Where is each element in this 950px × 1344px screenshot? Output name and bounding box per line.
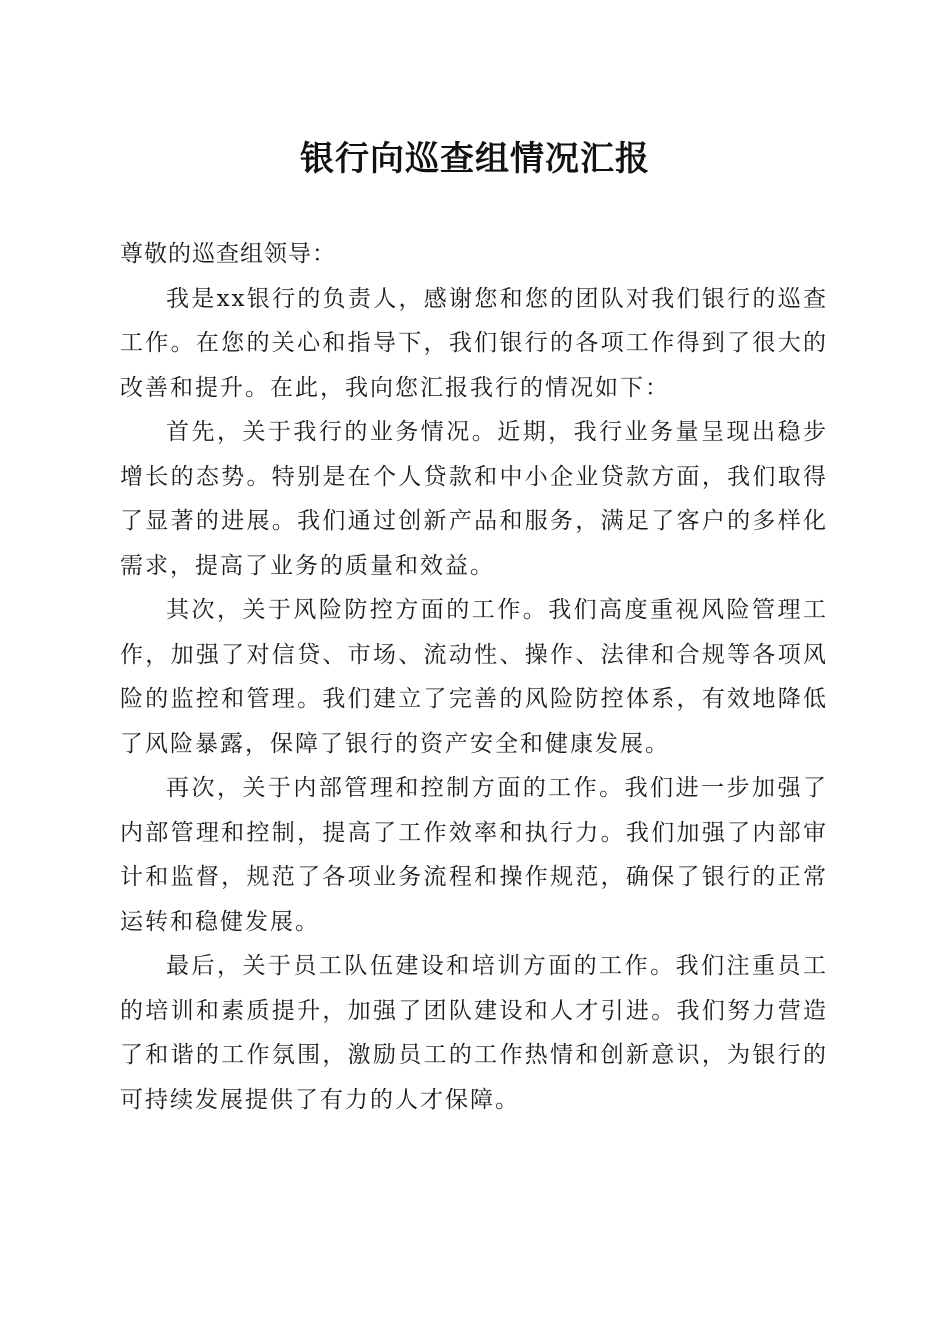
paragraph-business: 首先，关于我行的业务情况。近期，我行业务量呈现出稳步增长的态势。特别是在个人贷款和中小企业贷款方面，我们取得了显著的进展。我们通过创新产品和服务，满足了客户的多样化需求，提高了业务的质量和效益。 [120, 419, 828, 579]
paragraph-staff-training: 最后，关于员工队伍建设和培训方面的工作。我们注重员工的培训和素质提升，加强了团队建设和人才引进。我们努力营造了和谐的工作氛围，激励员工的工作热情和创新意识，为银行的可持续发展提供了有力的人才保障。 [120, 953, 828, 1113]
document-body [120, 232, 828, 1122]
salutation: 尊敬的巡查组领导： [120, 241, 336, 267]
document-title: 银行向巡查组情况汇报 [300, 139, 650, 179]
paragraph-intro: 我是xx银行的负责人，感谢您和您的团队对我们银行的巡查工作。在您的关心和指导下，我们银行的各项工作得到了很大的改善和提升。在此，我向您汇报我行的情况如下： [120, 285, 828, 401]
paragraph-internal-management: 再次，关于内部管理和控制方面的工作。我们进一步加强了内部管理和控制，提高了工作效率和执行力。我们加强了内部审计和监督，规范了各项业务流程和操作规范，确保了银行的正常运转和稳健发展。 [120, 775, 828, 935]
paragraph-risk-control: 其次，关于风险防控方面的工作。我们高度重视风险管理工作，加强了对信贷、市场、流动性、操作、法律和合规等各项风险的监控和管理。我们建立了完善的风险防控体系，有效地降低了风险暴露，保障了银行的资产安全和健康发展。 [120, 597, 828, 757]
